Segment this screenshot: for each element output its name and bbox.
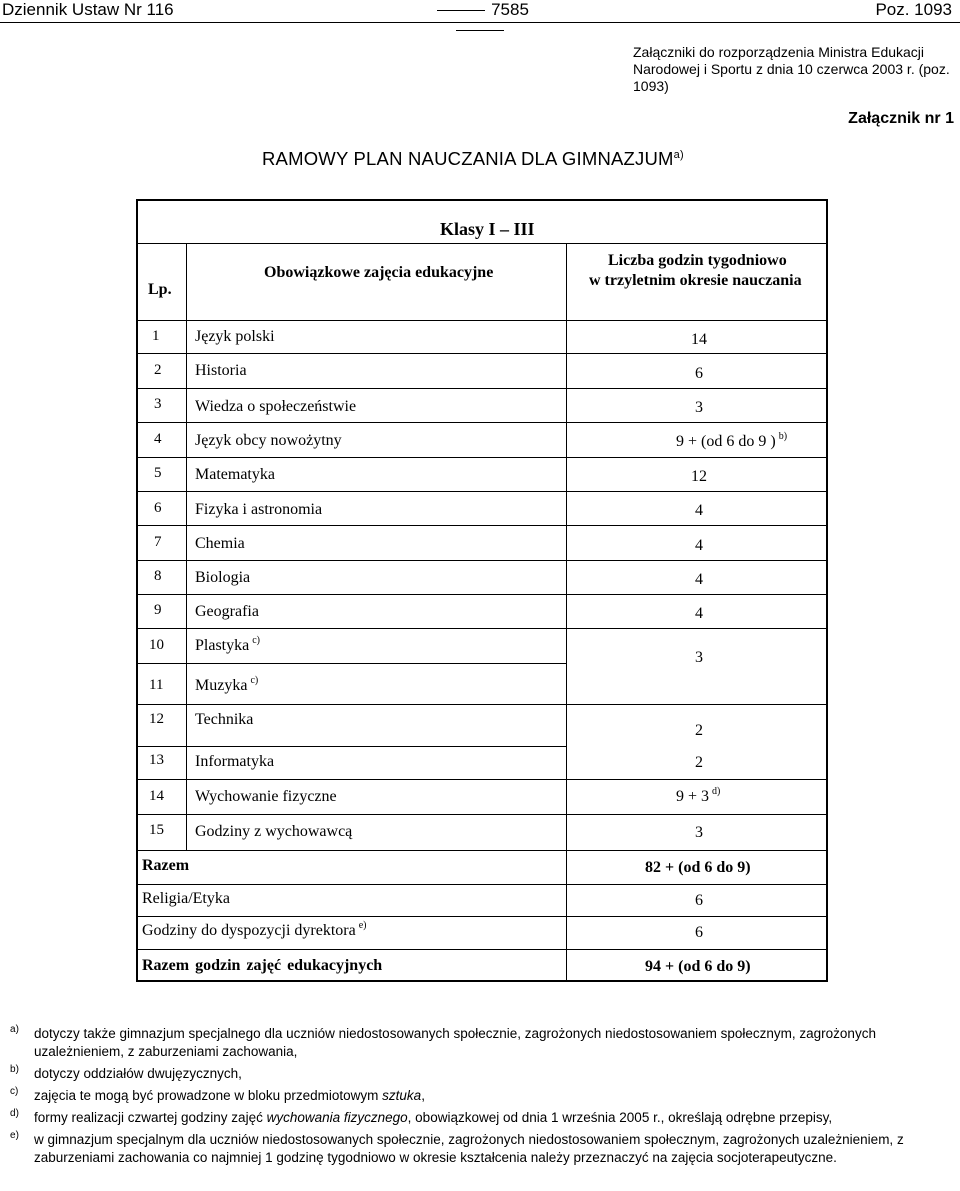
col-header-hours-line1: Liczba godzin tygodniowo [608, 252, 787, 269]
rule-row-12 [138, 746, 566, 747]
row-8-lp: 8 [154, 568, 162, 584]
row-13-hours: 2 [695, 754, 703, 771]
col-header-hours-line2: w trzyletnim okresie nauczania [589, 272, 802, 289]
row-10-lp: 10 [149, 637, 164, 653]
row-3-hours: 3 [695, 399, 703, 416]
dyrektor-label-text: Godziny do dyspozycji dyrektora [142, 922, 356, 939]
row-7-lp: 7 [154, 534, 162, 550]
rule-row-2 [138, 388, 826, 389]
footnote-c-end: , [421, 1088, 425, 1103]
rule-row-14 [138, 814, 826, 815]
row-15-lp: 15 [149, 822, 164, 838]
row-8-hours: 4 [695, 571, 703, 588]
row-5-subject: Matematyka [195, 466, 275, 483]
footnotes [10, 1025, 950, 1171]
rule-under-super-header [138, 243, 826, 244]
title-text: RAMOWY PLAN NAUCZANIA DLA GIMNAZJUM [262, 148, 674, 169]
rule-row-8 [138, 594, 826, 595]
row-10-subject-text: Plastyka [195, 637, 250, 654]
footnote-d-text: formy realizacji czwartej godziny zajęć [34, 1110, 267, 1125]
dash-left [437, 10, 485, 11]
row-11-subject-text: Muzyka [195, 677, 248, 694]
footnote-e-mark: e ) [10, 1127, 19, 1145]
title-footnote-mark: a) [673, 148, 684, 161]
row-4-hours [676, 433, 787, 451]
total-label: Razem godzin zajęć edukacyjnych [142, 957, 383, 974]
row-14-lp: 14 [149, 788, 164, 804]
footnote-c-mark: c ) [10, 1083, 18, 1101]
row-6-subject: Fizyka i astronomia [195, 501, 323, 518]
footnote-a-mark: a ) [10, 1021, 19, 1039]
rule-row-13 [138, 779, 826, 780]
rule-row-1 [138, 353, 826, 354]
row-2-lp: 2 [154, 362, 162, 378]
rule-religia [138, 916, 826, 917]
row-15-subject: Godziny z wychowawcą [195, 823, 353, 840]
razem-hours: 82 + (od 6 do 9) [645, 859, 751, 876]
row-12-lp: 12 [149, 711, 164, 727]
row-4-hours-value: 9 + (od 6 do 9 ) [676, 433, 776, 450]
footnote-e [10, 1131, 950, 1167]
row-9-hours: 4 [695, 605, 703, 622]
footnote-a-text: dotyczy także gimnazjum specjalnego dla uczniów niedostosowanych społecznie, zagrożonych niedostosowaniem społecznym, zagrożonych uzależnieniem, z zaburzeniami zachowania, [34, 1026, 876, 1059]
rule-row-6 [138, 525, 826, 526]
row-14-hours-footnote-mark: d) [712, 786, 721, 797]
page-header [0, 0, 960, 22]
footnote-c [10, 1087, 950, 1105]
religia-hours: 6 [695, 892, 703, 909]
footnote-d-italic: wychowania fizycznego [266, 1110, 408, 1125]
row-3-lp: 3 [154, 396, 162, 412]
page-number [420, 0, 540, 40]
dash-right [456, 30, 504, 31]
row-10-subject [195, 637, 260, 655]
row-7-hours: 4 [695, 537, 703, 554]
row-9-lp: 9 [154, 602, 162, 618]
footnote-b-mark: b ) [10, 1061, 19, 1079]
footnote-e-text: w gimnazjum specjalnym dla uczniów niedostosowanych społecznie, zagrożonych niedostosowaniem społecznym, zagrożonych uzależnieniem, z zaburzeniami zachowania co najmniej 1 godzinę tygodniowo w okresie kształcenia należy przeznaczyć na zajęcia socjoterapeutyczne. [34, 1132, 904, 1165]
row-12-subject: Technika [195, 711, 254, 728]
col-header-subject: Obowiązkowe zajęcia edukacyjne [264, 264, 494, 281]
row-2-hours: 6 [695, 365, 703, 382]
row-6-lp: 6 [154, 500, 162, 516]
row-1-hours: 14 [691, 331, 707, 348]
row-11-footnote-mark: c) [250, 675, 259, 686]
footnote-c-italic: sztuka [382, 1088, 422, 1103]
rule-under-header [138, 320, 826, 321]
rule-row-10 [138, 663, 566, 664]
row-9-subject: Geografia [195, 603, 259, 620]
row-5-hours: 12 [691, 468, 707, 485]
row-8-subject: Biologia [195, 569, 251, 586]
arts-hours: 3 [695, 649, 703, 666]
rule-dyrektor [138, 949, 826, 950]
row-14-subject: Wychowanie fizyczne [195, 788, 337, 805]
row-7-subject: Chemia [195, 535, 245, 552]
table-super-header: Klasy I – III [440, 219, 535, 239]
row-15-hours: 3 [695, 824, 703, 841]
row-1-subject: Język polski [195, 328, 275, 345]
row-13-lp: 13 [149, 752, 164, 768]
page-number-text: 7585 [491, 0, 529, 19]
dyrektor-hours: 6 [695, 924, 703, 941]
row-13-subject: Informatyka [195, 753, 275, 770]
rule-row-9 [138, 628, 826, 629]
row-4-lp: 4 [154, 431, 162, 447]
row-5-lp: 5 [154, 465, 162, 481]
dyrektor-label [142, 922, 367, 940]
dyrektor-footnote-mark: e) [358, 920, 367, 931]
rule-row-11 [138, 704, 826, 705]
curriculum-table [136, 199, 828, 982]
position-number: Poz. 1093 [875, 0, 952, 19]
row-11-subject [195, 677, 258, 695]
footnote-d-mark: d ) [10, 1105, 19, 1123]
row-4-hours-footnote-mark: b) [778, 431, 788, 442]
journal-title: Dziennik Ustaw Nr 116 [2, 0, 174, 19]
intro-text: Załączniki do rozporządzenia Ministra Edukacji Narodowej i Sportu z dnia 10 czerwca 2003 r. (poz. 1093) [633, 44, 950, 94]
attachment-label: Załącznik nr 1 [848, 110, 954, 127]
rule-row-7 [138, 560, 826, 561]
footnote-b-text: dotyczy oddziałów dwujęzycznych, [34, 1066, 242, 1081]
row-14-hours [676, 788, 720, 806]
religia-label: Religia/Etyka [142, 890, 230, 907]
row-10-footnote-mark: c) [252, 635, 260, 646]
divider-lp [186, 243, 187, 850]
row-11-lp: 11 [149, 677, 164, 693]
rule-row-4 [138, 457, 826, 458]
total-hours: 94 + (od 6 do 9) [645, 958, 751, 975]
header-rule [0, 22, 960, 23]
rule-razem [138, 884, 826, 885]
row-4-subject: Język obcy nowożytny [195, 432, 342, 449]
row-3-subject: Wiedza o społeczeństwie [195, 398, 357, 415]
razem-label: Razem [142, 857, 190, 874]
footnote-d [10, 1109, 950, 1127]
footnote-c-text: zajęcia te mogą być prowadzone w bloku przedmiotowym [34, 1088, 383, 1103]
rule-row-3 [138, 422, 826, 423]
row-1-lp: 1 [152, 328, 160, 344]
row-6-hours: 4 [695, 502, 703, 519]
row-2-subject: Historia [195, 362, 247, 379]
footnote-d-end: , obowiązkowej od dnia 1 września 2005 r., określają odrębne przepisy, [407, 1110, 833, 1125]
technika-hours: 2 [695, 722, 703, 739]
footnote-b [10, 1065, 950, 1083]
col-header-lp: Lp. [148, 281, 172, 298]
rule-row-5 [138, 491, 826, 492]
page-title [262, 148, 684, 170]
footnote-a [10, 1025, 950, 1061]
row-14-hours-value: 9 + 3 [676, 788, 710, 805]
rule-row-15 [138, 850, 826, 851]
